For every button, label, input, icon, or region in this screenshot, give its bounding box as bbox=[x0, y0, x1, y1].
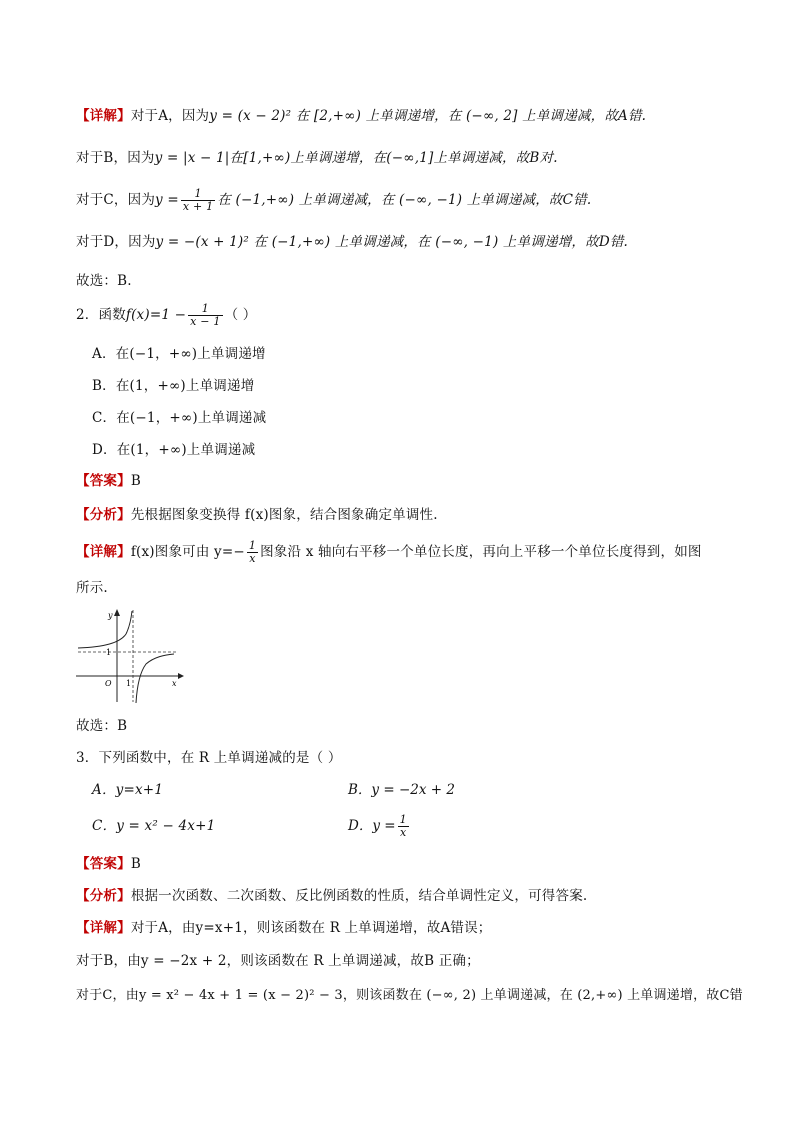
curve-left-branch bbox=[78, 611, 132, 648]
x-axis-arrow bbox=[178, 673, 184, 679]
q2-analysis: 【分析】先根据图象变换得 f(x)图象，结合图象确定单调性. bbox=[76, 507, 438, 523]
function-graph bbox=[74, 606, 186, 706]
q3-detail-c: 对于C，由y = x² − 4x + 1 = (x − 2)² − 3，则该函数在 (−∞, 2) 上单调递减，在 (2,+∞) 上单调递增，故C错 bbox=[76, 988, 743, 1003]
q3-option-d: D．y = $\frac{1}{x}$ bbox=[348, 813, 407, 839]
prev-detail-line-c: 对于C，因为y = $\frac{1}{x + 1}$ 在 (−1,+∞) 上单调递减，在 (−∞, −1) 上单调递减，故C错. bbox=[76, 187, 592, 213]
q3-option-a: A．y=x+1 bbox=[92, 782, 164, 798]
q2-stem: 2．函数f(x)=1 − $\frac{1}{x - 1}$ （ ） bbox=[76, 302, 257, 328]
y-axis-arrow bbox=[114, 609, 120, 616]
answer-tag: 【答案】 bbox=[76, 856, 131, 872]
answer-tag: 【答案】 bbox=[76, 473, 131, 489]
q3-stem: 3．下列函数中，在 R 上单调递减的是（ ） bbox=[76, 750, 342, 766]
q2-option-d: D．在(1，+∞)上单调递减 bbox=[92, 442, 256, 458]
q2-answer: 【答案】B bbox=[76, 473, 141, 489]
analysis-tag: 【分析】 bbox=[76, 507, 131, 523]
origin-label: O bbox=[105, 679, 112, 688]
q3-detail-b: 对于B，由y = −2x + 2，则该函数在 R 上单调递减，故B 正确； bbox=[76, 953, 480, 969]
fraction: $\frac{1}{x}$ bbox=[399, 813, 407, 839]
q2-option-a: A．在(−1，+∞)上单调递增 bbox=[92, 346, 266, 362]
detail-tag: 【详解】 bbox=[76, 920, 131, 936]
q3-analysis: 【分析】根据一次函数、二次函数、反比例函数的性质，结合单调性定义，可得答案. bbox=[76, 888, 588, 904]
fraction: $\frac{1}{x}$ bbox=[248, 539, 257, 565]
q3-option-c: C．y = x² − 4x+1 bbox=[92, 818, 216, 834]
x-tick-label: 1 bbox=[126, 679, 132, 688]
detail-tag: 【详解】 bbox=[76, 544, 131, 560]
y-axis-label: y bbox=[108, 611, 113, 620]
analysis-tag: 【分析】 bbox=[76, 888, 131, 904]
prev-detail-line-b: 对于B，因为y = |x − 1|在[1,+∞)上单调递增，在(−∞,1]上单调递减，故B对. bbox=[76, 150, 558, 166]
x-axis-label: x bbox=[172, 679, 177, 688]
q3-option-b: B．y = −2x + 2 bbox=[348, 782, 455, 798]
q2-detail-cont: 所示. bbox=[76, 580, 108, 596]
prev-detail-line-a: 【详解】对于A，因为y = (x − 2)² 在 [2,+∞) 上单调递增，在 (−∞, 2] 上单调递减，故A错. bbox=[76, 108, 647, 124]
q3-answer: 【答案】B bbox=[76, 856, 141, 872]
q2-option-c: C．在(−1，+∞)上单调递减 bbox=[92, 410, 267, 426]
prev-detail-line-d: 对于D，因为y = −(x + 1)² 在 (−1,+∞) 上单调递减，在 (−∞, −1) 上单调递增，故D错. bbox=[76, 234, 629, 250]
q2-option-b: B．在(1，+∞)上单调递增 bbox=[92, 378, 255, 394]
q2-choose: 故选：B bbox=[76, 718, 128, 734]
prev-choose: 故选：B. bbox=[76, 273, 132, 289]
y-tick-label: 1 bbox=[106, 648, 112, 657]
fraction: $\frac{1}{x + 1}$ bbox=[182, 187, 214, 213]
q2-detail: 【详解】f(x)图象可由 y=− $\frac{1}{x}$ 图象沿 x 轴向右平移一个单位长度，再向上平移一个单位长度得到，如图 bbox=[76, 539, 702, 565]
q3-detail-a: 【详解】对于A，由y=x+1，则该函数在 R 上单调递增，故A错误； bbox=[76, 920, 492, 936]
detail-tag: 【详解】 bbox=[76, 108, 131, 124]
fraction: $\frac{1}{x - 1}$ bbox=[190, 302, 221, 328]
curve-right-branch bbox=[136, 654, 174, 703]
